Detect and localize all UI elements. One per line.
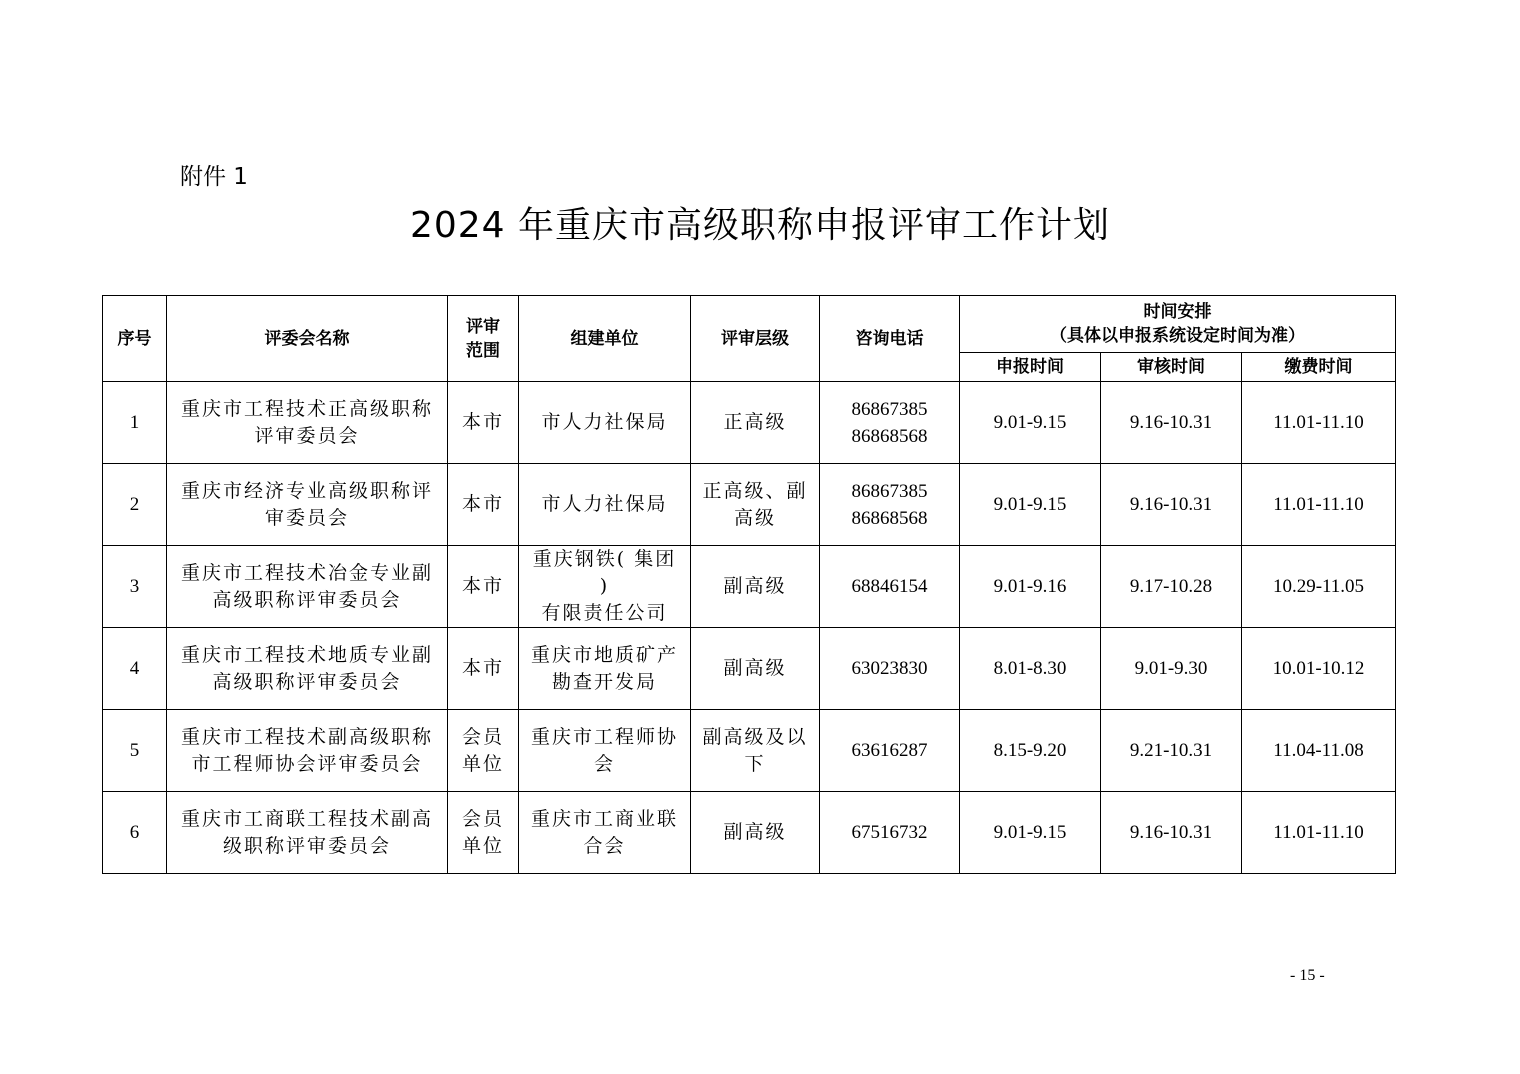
cell-scope xyxy=(448,628,519,710)
cell-committee-name-line: 审委员会 xyxy=(264,506,349,529)
cell-evaluation-level-line: 正高级 xyxy=(723,411,787,433)
cell-scope xyxy=(448,464,519,546)
cell-evaluation-level xyxy=(691,464,820,546)
cell-consult-phone xyxy=(820,710,960,792)
cell-apply-time: 9.01-9.16 xyxy=(960,546,1101,628)
cell-founding-unit xyxy=(519,628,691,710)
cell-evaluation-level xyxy=(691,792,820,874)
cell-founding-unit-line: 重庆市工商业联 xyxy=(530,807,678,830)
cell-seq: 3 xyxy=(103,546,167,628)
cell-apply-time: 9.01-9.15 xyxy=(960,464,1101,546)
cell-committee-name-line: 重庆市工程技术冶金专业副 xyxy=(180,561,433,584)
cell-committee-name-line: 级职称评审委员会 xyxy=(222,834,391,857)
cell-review-time: 9.21-10.31 xyxy=(1101,710,1242,792)
page-title: 2024 年重庆市高级职称申报评审工作计划 xyxy=(409,205,1111,246)
cell-seq: 4 xyxy=(103,628,167,710)
cell-apply-time: 9.01-9.15 xyxy=(960,792,1101,874)
cell-consult-phone-line: 63023830 xyxy=(851,658,928,679)
cell-scope-line: 单位 xyxy=(461,834,504,857)
cell-consult-phone xyxy=(820,382,960,464)
cell-review-time: 9.16-10.31 xyxy=(1101,464,1242,546)
header-schedule xyxy=(960,296,1396,353)
cell-seq: 1 xyxy=(103,382,167,464)
cell-founding-unit-line: 有限责任公司 xyxy=(541,602,668,624)
cell-evaluation-level xyxy=(691,628,820,710)
cell-scope xyxy=(448,546,519,628)
header-consult-phone: 咨询电话 xyxy=(820,296,960,382)
cell-founding-unit-line: 市人力社保局 xyxy=(541,493,668,515)
header-founding-unit: 组建单位 xyxy=(519,296,691,382)
cell-review-time: 9.01-9.30 xyxy=(1101,628,1242,710)
table-row xyxy=(103,382,1396,464)
header-committee-name: 评委会名称 xyxy=(167,296,448,382)
cell-committee-name-line: 重庆市工商联工程技术副高 xyxy=(180,807,433,830)
cell-apply-time: 9.01-9.15 xyxy=(960,382,1101,464)
cell-founding-unit xyxy=(519,382,691,464)
cell-committee-name xyxy=(167,382,448,464)
cell-review-time: 9.16-10.31 xyxy=(1101,382,1242,464)
cell-scope-line: 本市 xyxy=(461,657,504,679)
cell-evaluation-level-line: 副高级 xyxy=(723,657,787,679)
attachment-label: 附件 1 xyxy=(180,164,248,190)
cell-founding-unit-line: 重庆市工程师协 xyxy=(530,725,678,748)
header-evaluation-level: 评审层级 xyxy=(691,296,820,382)
cell-seq: 2 xyxy=(103,464,167,546)
cell-founding-unit-line: 重庆钢铁( 集团 ) xyxy=(532,548,677,597)
cell-consult-phone-line: 68846154 xyxy=(851,576,928,597)
header-seq: 序号 xyxy=(103,296,167,382)
cell-consult-phone-line: 86868568 xyxy=(851,507,928,529)
header-scope-line2: 范围 xyxy=(466,340,500,361)
cell-committee-name xyxy=(167,546,448,628)
cell-payment-time: 10.01-10.12 xyxy=(1242,628,1396,710)
table-row xyxy=(103,464,1396,546)
cell-evaluation-level xyxy=(691,710,820,792)
cell-evaluation-level-line: 高级 xyxy=(733,506,776,529)
cell-consult-phone xyxy=(820,546,960,628)
cell-review-time: 9.16-10.31 xyxy=(1101,792,1242,874)
cell-consult-phone-line: 86868568 xyxy=(851,425,928,447)
cell-evaluation-level-line: 副高级 xyxy=(723,821,787,843)
cell-founding-unit-line: 会 xyxy=(593,752,615,775)
cell-founding-unit-line: 勘查开发局 xyxy=(551,670,657,693)
cell-apply-time: 8.15-9.20 xyxy=(960,710,1101,792)
cell-evaluation-level-line: 副高级及以 xyxy=(702,725,808,748)
cell-founding-unit-line: 重庆市地质矿产 xyxy=(530,643,678,666)
cell-committee-name-line: 重庆市工程技术地质专业副 xyxy=(180,643,433,666)
cell-consult-phone xyxy=(820,792,960,874)
cell-review-time: 9.17-10.28 xyxy=(1101,546,1242,628)
cell-payment-time: 11.01-11.10 xyxy=(1242,382,1396,464)
cell-founding-unit-line: 市人力社保局 xyxy=(541,411,668,433)
cell-committee-name-line: 评审委员会 xyxy=(254,424,360,447)
cell-scope-line: 单位 xyxy=(461,752,504,775)
cell-consult-phone-line: 86867385 xyxy=(851,398,928,420)
cell-committee-name-line: 重庆市工程技术副高级职称 xyxy=(180,725,433,748)
cell-scope-line: 本市 xyxy=(461,493,504,515)
evaluation-plan-table xyxy=(102,295,1396,874)
table-row xyxy=(103,792,1396,874)
cell-committee-name xyxy=(167,628,448,710)
cell-committee-name-line: 重庆市经济专业高级职称评 xyxy=(180,479,433,502)
cell-committee-name-line: 高级职称评审委员会 xyxy=(212,670,402,693)
cell-payment-time: 11.04-11.08 xyxy=(1242,710,1396,792)
table-row xyxy=(103,710,1396,792)
cell-scope xyxy=(448,792,519,874)
cell-evaluation-level xyxy=(691,546,820,628)
cell-payment-time: 11.01-11.10 xyxy=(1242,464,1396,546)
cell-seq: 6 xyxy=(103,792,167,874)
cell-founding-unit xyxy=(519,792,691,874)
cell-committee-name-line: 高级职称评审委员会 xyxy=(212,588,402,611)
header-schedule-line1: 时间安排 xyxy=(1143,302,1212,322)
cell-evaluation-level-line: 副高级 xyxy=(723,575,787,597)
cell-committee-name-line: 重庆市工程技术正高级职称 xyxy=(180,397,433,420)
cell-consult-phone-line: 63616287 xyxy=(851,740,928,761)
cell-scope-line: 会员 xyxy=(461,725,504,748)
header-scope-line1: 评审 xyxy=(466,316,500,337)
table-row xyxy=(103,628,1396,710)
cell-consult-phone-line: 86867385 xyxy=(851,480,928,502)
cell-seq: 5 xyxy=(103,710,167,792)
header-scope xyxy=(448,296,519,382)
cell-consult-phone xyxy=(820,464,960,546)
table-body xyxy=(103,382,1396,874)
table-row xyxy=(103,546,1396,628)
page-number: - 15 - xyxy=(1290,967,1325,984)
cell-committee-name xyxy=(167,710,448,792)
cell-committee-name-line: 市工程师协会评审委员会 xyxy=(191,752,423,775)
cell-founding-unit-line: 合会 xyxy=(583,834,626,857)
header-payment-time: 缴费时间 xyxy=(1242,353,1396,382)
cell-scope-line: 本市 xyxy=(461,575,504,597)
cell-payment-time: 10.29-11.05 xyxy=(1242,546,1396,628)
header-apply-time: 申报时间 xyxy=(960,353,1101,382)
cell-scope xyxy=(448,710,519,792)
header-schedule-line2: （具体以申报系统设定时间为准） xyxy=(1050,326,1305,346)
cell-evaluation-level xyxy=(691,382,820,464)
header-review-time: 审核时间 xyxy=(1101,353,1242,382)
cell-consult-phone xyxy=(820,628,960,710)
cell-apply-time: 8.01-8.30 xyxy=(960,628,1101,710)
cell-founding-unit xyxy=(519,464,691,546)
cell-scope-line: 会员 xyxy=(461,807,504,830)
cell-evaluation-level-line: 下 xyxy=(744,752,766,775)
cell-committee-name xyxy=(167,464,448,546)
cell-founding-unit xyxy=(519,710,691,792)
cell-evaluation-level-line: 正高级、副 xyxy=(702,479,808,502)
cell-scope-line: 本市 xyxy=(461,411,504,433)
cell-payment-time: 11.01-11.10 xyxy=(1242,792,1396,874)
cell-consult-phone-line: 67516732 xyxy=(851,822,928,843)
cell-founding-unit xyxy=(519,546,691,628)
cell-scope xyxy=(448,382,519,464)
cell-committee-name xyxy=(167,792,448,874)
